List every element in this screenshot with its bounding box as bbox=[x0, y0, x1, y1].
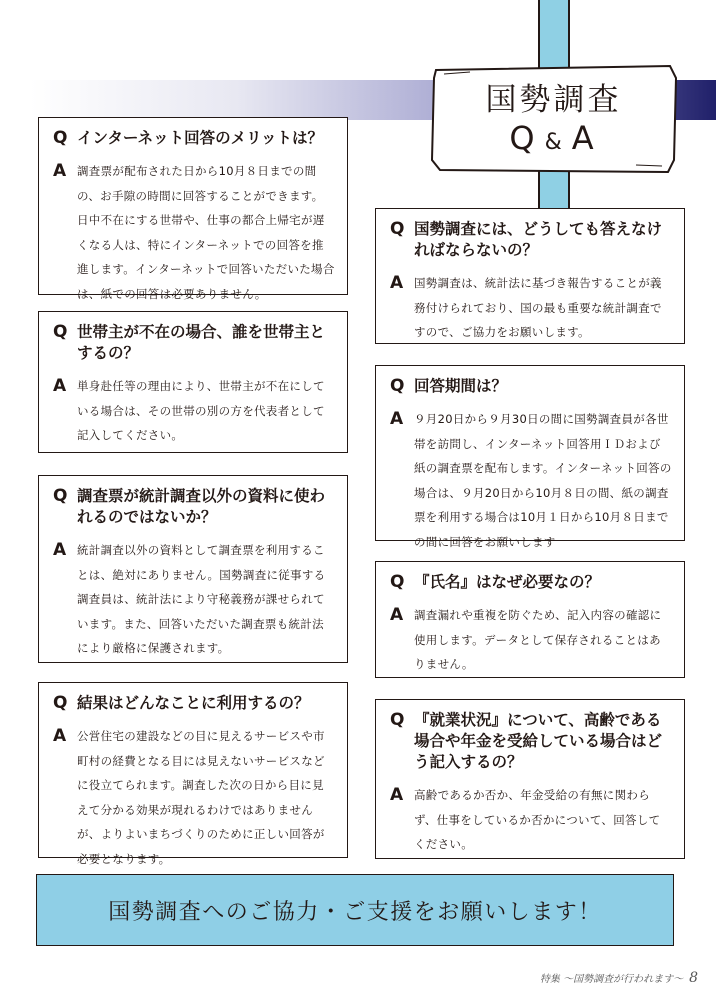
answer-text: 高齢であるか否か、年金受給の有無に関わらず、仕事をしているか否かについて、回答してください。 bbox=[414, 788, 661, 851]
question-text: 『就業状況』について、高齢である場合や年金を受給している場合はどう記入するの？ bbox=[414, 711, 663, 771]
page-number: 8 bbox=[689, 970, 698, 986]
question-text: 結果はどんなことに利用するの？ bbox=[77, 694, 310, 712]
q-mark: Q bbox=[53, 693, 68, 713]
q-mark: Q bbox=[390, 710, 405, 730]
a-mark: A bbox=[390, 273, 404, 293]
qa-box-results-use bbox=[38, 682, 348, 866]
page-footer bbox=[540, 970, 698, 986]
answer-text: 統計調査以外の資料として調査票を利用することは、絶対にありません。国勢調査に従事する調査員は、統計法により守秘義務が課せられています。また、回答いただいた調査票も統計法により厳格に保護されます。 bbox=[77, 543, 326, 655]
a-mark: A bbox=[390, 785, 404, 805]
a-mark: A bbox=[53, 540, 67, 560]
q-mark: Q bbox=[53, 128, 68, 148]
answer-text: 単身赴任等の理由により、世帯主が不在にしている場合は、その世帯の別の方を代表者として記入してください。 bbox=[77, 379, 325, 442]
q-mark: Q bbox=[390, 572, 405, 592]
title-sign bbox=[430, 64, 677, 174]
qa-box-name bbox=[375, 561, 685, 678]
question-text: インターネット回答のメリットは？ bbox=[77, 129, 323, 147]
answer-text: 公営住宅の建設などの目に見えるサービスや市町村の経費となる目には見えないサービスなどに役立てられます。調査した次の日から目に見えて分かる効果が現れるわけではありませんが、よりよいまちづくりのために正しい回答が必要となります。 bbox=[77, 729, 325, 866]
sign-a: A bbox=[571, 119, 598, 157]
qa-box-internet bbox=[38, 117, 348, 301]
a-mark: A bbox=[390, 605, 404, 625]
answer-text: ９月20日から９月30日の間に国勢調査員が各世帯を訪問し、インターネット回答用ＩＤおよび紙の調査票を配布します。インターネット回答の場合は、９月20日から10月８日の間、紙の調査票を利用する場合は10月１日から10月８日までの間に回答をお願いします bbox=[414, 412, 672, 549]
qa-box-response-period bbox=[375, 365, 685, 549]
question-text: 国勢調査には、どうしても答えなければならないの？ bbox=[414, 220, 663, 259]
q-mark: Q bbox=[53, 322, 68, 342]
qa-box-employment bbox=[375, 699, 685, 859]
sign-amp: & bbox=[544, 130, 566, 155]
sign-subtitle bbox=[430, 119, 677, 157]
answer-text: 調査漏れや重複を防ぐため、記入内容の確認に使用します。データとして保存されることはありません。 bbox=[414, 608, 662, 671]
answer-text: 国勢調査は、統計法に基づき報告することが義務付けられており、国の最も重要な統計調査ですので、ご協力をお願いします。 bbox=[414, 276, 662, 339]
a-mark: A bbox=[53, 376, 67, 396]
a-mark: A bbox=[390, 409, 404, 429]
question-text: 回答期間は？ bbox=[414, 377, 508, 395]
q-mark: Q bbox=[53, 486, 68, 506]
a-mark: A bbox=[53, 726, 67, 746]
qa-box-head-of-household bbox=[38, 311, 348, 453]
a-mark: A bbox=[53, 161, 67, 181]
answer-text: 調査票が配布された日から10月８日までの間の、お手隙の時間に回答することができます。日中不在にする世帯や、仕事の都合上帰宅が遅くなる人は、特にインターネットでの回答を推進します。インターネットで回答いただいた場合は、紙での回答は必要ありません。 bbox=[77, 164, 335, 301]
sign-q: Q bbox=[509, 119, 539, 157]
qa-box-data-usage bbox=[38, 475, 348, 663]
q-mark: Q bbox=[390, 219, 405, 239]
question-text: 世帯主が不在の場合、誰を世帯主とするの？ bbox=[77, 323, 326, 362]
qa-box-obligation bbox=[375, 208, 685, 344]
question-text: 『氏名』はなぜ必要なの？ bbox=[414, 573, 601, 591]
footer-label: 特集 ～国勢調査が行われます～ bbox=[539, 974, 684, 985]
sign-title: 国勢調査 bbox=[485, 82, 622, 118]
q-mark: Q bbox=[390, 376, 405, 396]
question-text: 調査票が統計調査以外の資料に使われるのではないか？ bbox=[77, 487, 326, 526]
cooperation-banner: 国勢調査へのご協力・ご支援をお願いします！ bbox=[36, 874, 674, 946]
